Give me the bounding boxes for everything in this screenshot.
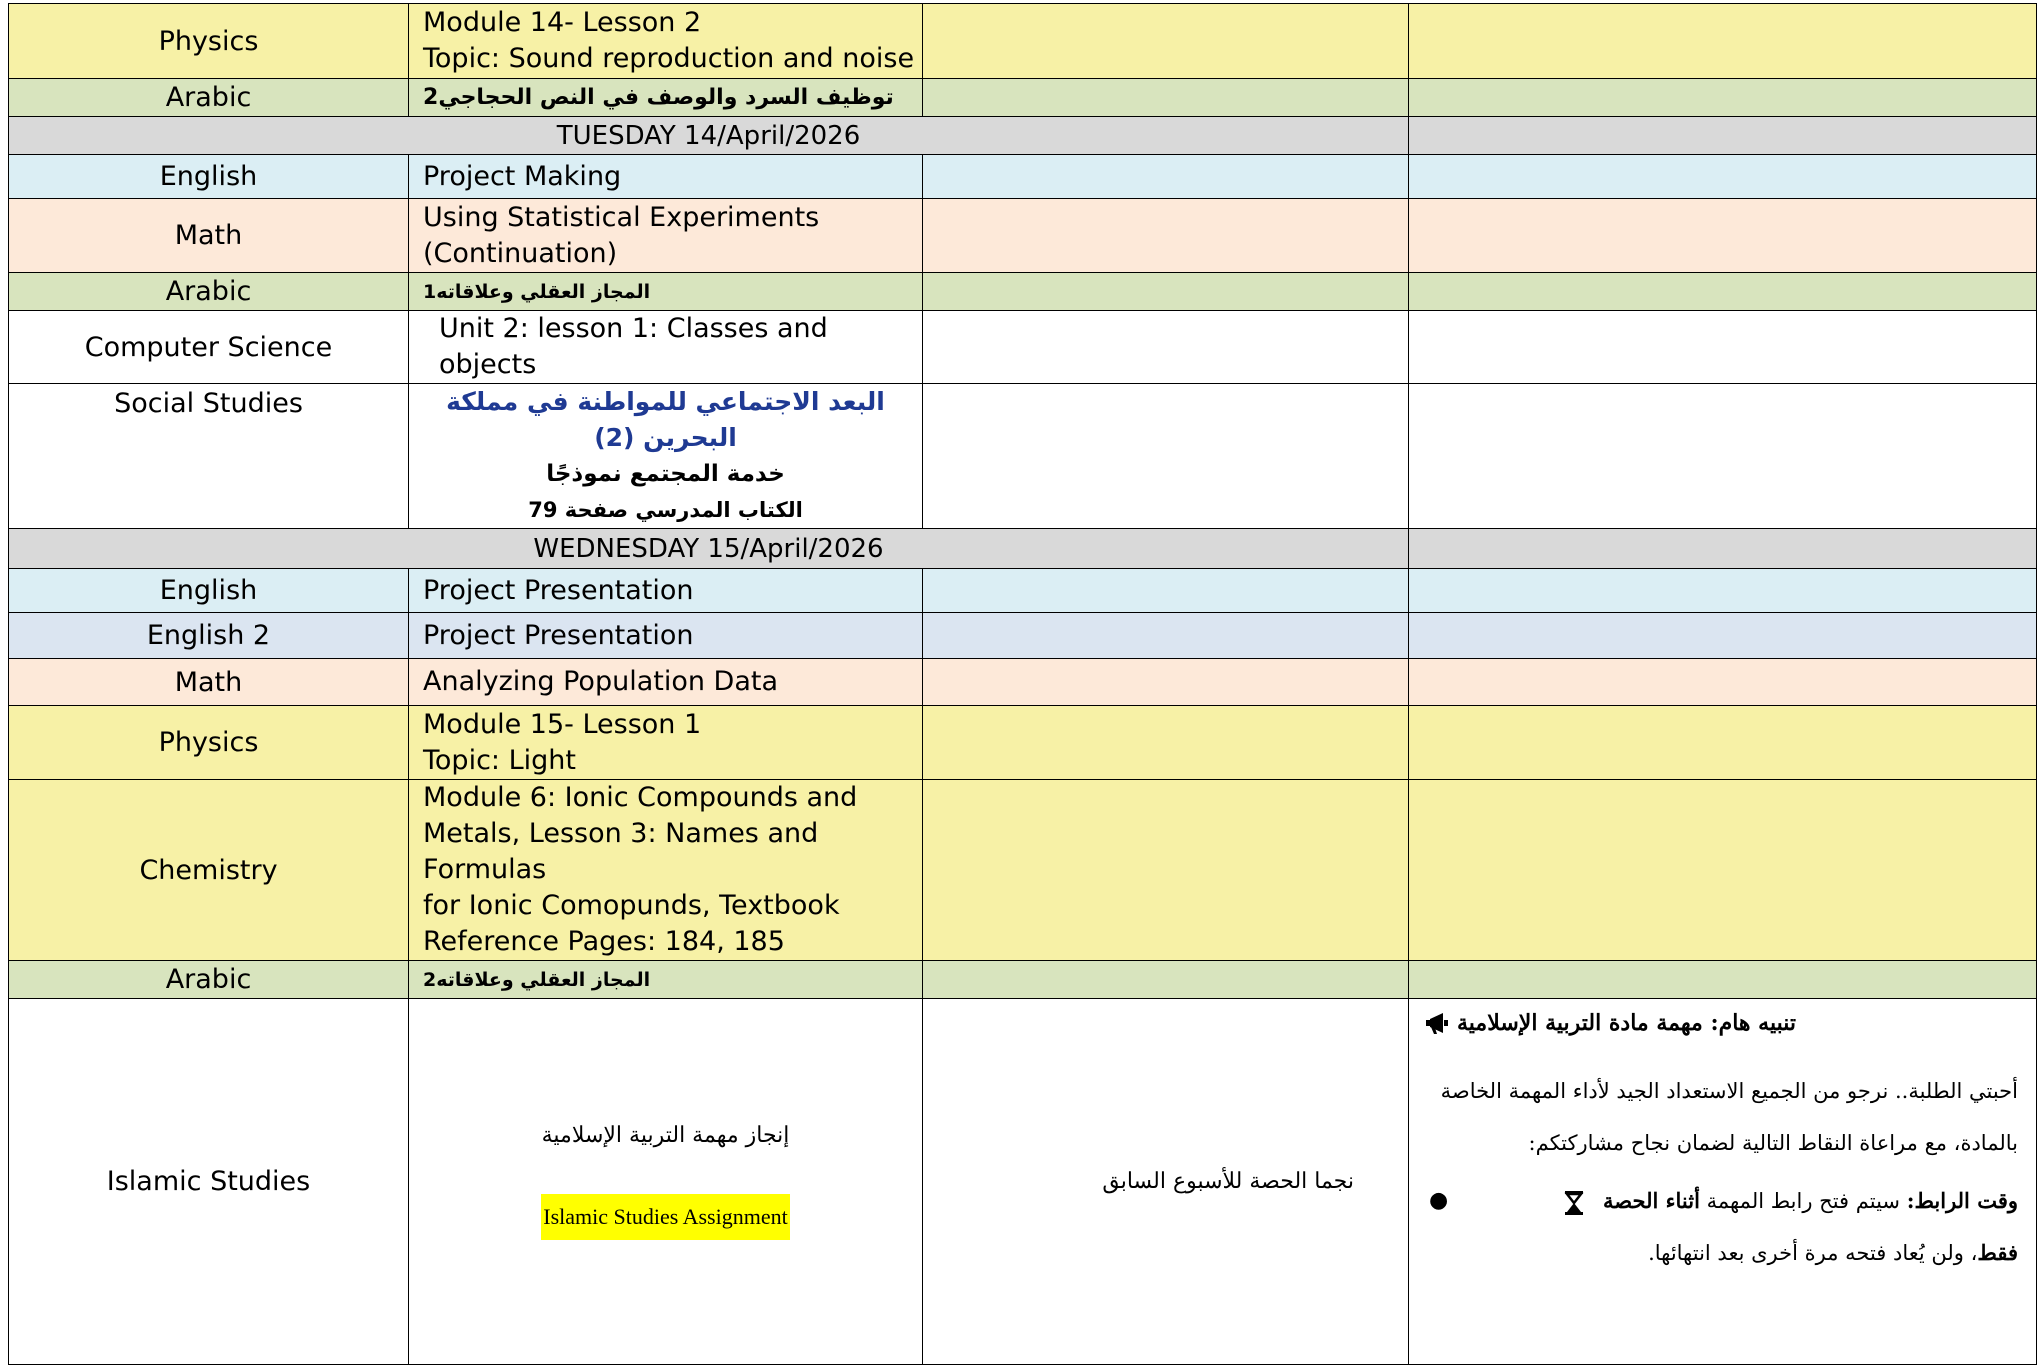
empty-cell bbox=[923, 613, 1409, 659]
empty-cell bbox=[923, 199, 1409, 273]
subject-cell: Math bbox=[9, 659, 409, 706]
empty-cell bbox=[1409, 961, 2037, 999]
bullet-dot: ● bbox=[1429, 1188, 1449, 1213]
lesson-cell bbox=[409, 4, 923, 79]
bullet-text: سيتم فتح رابط المهمة bbox=[1706, 1189, 1901, 1213]
empty-cell bbox=[1409, 4, 2037, 79]
lesson-cell: Project Making bbox=[409, 155, 923, 199]
lesson-line: for Ionic Comopunds, Textbook bbox=[423, 890, 840, 921]
subject-cell: Arabic bbox=[9, 79, 409, 117]
empty-cell bbox=[923, 155, 1409, 199]
lesson-cell bbox=[409, 273, 923, 311]
social-lesson-title: البعد الاجتماعي للمواطنة في مملكة البحرين (2) bbox=[446, 387, 885, 452]
empty-cell bbox=[923, 706, 1409, 780]
lesson-line: Module 6: Ionic Compounds and bbox=[423, 782, 858, 813]
notice-list bbox=[1423, 1175, 2018, 1279]
table-row bbox=[9, 117, 2037, 155]
lesson-arabic: المجاز العقلي وعلاقاته2 bbox=[423, 968, 651, 991]
table-row bbox=[9, 613, 2037, 659]
table-row bbox=[9, 529, 2037, 569]
subject-cell: Arabic bbox=[9, 961, 409, 999]
empty-cell bbox=[1409, 569, 2037, 613]
lesson-arabic: المجاز العقلي وعلاقاته1 bbox=[423, 280, 651, 303]
subject-cell: Islamic Studies bbox=[9, 999, 409, 1365]
social-lesson-reference: الكتاب المدرسي صفحة 79 bbox=[528, 498, 803, 522]
lesson-line: Topic: Light bbox=[423, 744, 576, 776]
lesson-line: Module 14- Lesson 2 bbox=[423, 7, 702, 38]
lesson-line: Module 15- Lesson 1 bbox=[423, 708, 702, 740]
subject-cell: Arabic bbox=[9, 273, 409, 311]
islamic-assignment-link[interactable]: Islamic Studies Assignment bbox=[541, 1194, 789, 1240]
table-row bbox=[9, 659, 2037, 706]
lesson-cell bbox=[409, 199, 923, 273]
empty-cell bbox=[923, 4, 1409, 79]
hourglass-icon bbox=[1560, 1189, 1588, 1217]
table-row bbox=[9, 999, 2037, 1365]
empty-cell bbox=[923, 311, 1409, 384]
empty-cell bbox=[1409, 311, 2037, 384]
table-row bbox=[9, 961, 2037, 999]
lesson-cell bbox=[409, 961, 923, 999]
lesson-line: Topic: Sound reproduction and noise bbox=[423, 43, 915, 74]
islamic-stars-cell: نجما الحصة للأسبوع السابق bbox=[923, 999, 1409, 1365]
lesson-line: Reference Pages: 184, 185 bbox=[423, 926, 785, 957]
empty-cell bbox=[1409, 384, 2037, 529]
lesson-line: Using Statistical Experiments bbox=[423, 201, 820, 233]
notice-title: تنبيه هام: مهمة مادة التربية الإسلامية bbox=[1457, 1010, 1797, 1036]
empty-cell bbox=[1409, 199, 2037, 273]
lesson-cell: Project Presentation bbox=[409, 613, 923, 659]
lesson-cell bbox=[409, 384, 923, 529]
empty-cell bbox=[1409, 273, 2037, 311]
notice-body: أحبتي الطلبة.. نرجو من الجميع الاستعداد الجيد لأداء المهمة الخاصة بالمادة، مع مراعاة النقاط التالية لضمان نجاح مشاركتكم: bbox=[1440, 1079, 2018, 1155]
subject-cell: Computer Science bbox=[9, 311, 409, 384]
lesson-cell bbox=[409, 706, 923, 780]
subject-cell: English bbox=[9, 569, 409, 613]
megaphone-icon bbox=[1423, 1009, 1451, 1037]
subject-cell: Physics bbox=[9, 4, 409, 79]
lesson-line: (Continuation) bbox=[423, 237, 618, 269]
table-row bbox=[9, 155, 2037, 199]
lesson-cell bbox=[409, 79, 923, 117]
lesson-arabic: توظيف السرد والوصف في النص الحجاجي2 bbox=[423, 85, 894, 110]
islamic-notice-cell bbox=[1409, 999, 2037, 1365]
empty-cell bbox=[1409, 780, 2037, 961]
subject-cell: Math bbox=[9, 199, 409, 273]
subject-cell: Physics bbox=[9, 706, 409, 780]
subject-cell: Chemistry bbox=[9, 780, 409, 961]
table-row bbox=[9, 780, 2037, 961]
table-row bbox=[9, 199, 2037, 273]
subject-cell: English bbox=[9, 155, 409, 199]
empty-cell bbox=[1409, 613, 2037, 659]
bullet-bold-2: فقط bbox=[1977, 1240, 2018, 1265]
empty-cell bbox=[1409, 706, 2037, 780]
notice-title-row bbox=[1423, 1009, 2018, 1037]
table-row bbox=[9, 569, 2037, 613]
social-lesson-subtitle: خدمة المجتمع نموذجًا bbox=[546, 461, 785, 487]
empty-cell bbox=[923, 659, 1409, 706]
empty-cell bbox=[1409, 79, 2037, 117]
table-row bbox=[9, 311, 2037, 384]
lesson-cell: Project Presentation bbox=[409, 569, 923, 613]
schedule-table bbox=[8, 3, 2037, 1365]
table-row bbox=[9, 79, 2037, 117]
bullet-text-2: ، ولن يُعاد فتحه مرة أخرى بعد انتهائها. bbox=[1648, 1241, 1978, 1265]
empty-cell bbox=[1409, 155, 2037, 199]
islamic-task-text: إنجاز مهمة التربية الإسلامية bbox=[541, 1123, 790, 1148]
empty-cell bbox=[923, 569, 1409, 613]
empty-cell bbox=[1409, 659, 2037, 706]
empty-cell bbox=[923, 79, 1409, 117]
table-row bbox=[9, 706, 2037, 780]
islamic-task-cell bbox=[409, 999, 923, 1365]
lesson-line: Metals, Lesson 3: Names and Formulas bbox=[423, 818, 819, 885]
bullet-label: وقت الرابط: bbox=[1906, 1188, 2018, 1213]
empty-cell bbox=[1409, 117, 2037, 155]
day-header: WEDNESDAY 15/April/2026 bbox=[9, 529, 1409, 569]
empty-cell bbox=[923, 384, 1409, 529]
empty-cell bbox=[1409, 529, 2037, 569]
table-row bbox=[9, 4, 2037, 79]
lesson-cell: Unit 2: lesson 1: Classes and objects bbox=[409, 311, 923, 384]
lesson-cell: Analyzing Population Data bbox=[409, 659, 923, 706]
table-row bbox=[9, 273, 2037, 311]
table-row bbox=[9, 384, 2037, 529]
empty-cell bbox=[923, 780, 1409, 961]
list-item bbox=[1429, 1175, 2018, 1279]
lesson-cell bbox=[409, 780, 923, 961]
day-header: TUESDAY 14/April/2026 bbox=[9, 117, 1409, 155]
empty-cell bbox=[923, 273, 1409, 311]
subject-cell: Social Studies bbox=[9, 384, 409, 529]
subject-cell: English 2 bbox=[9, 613, 409, 659]
bullet-bold: أثناء الحصة bbox=[1603, 1188, 1700, 1213]
empty-cell bbox=[923, 961, 1409, 999]
